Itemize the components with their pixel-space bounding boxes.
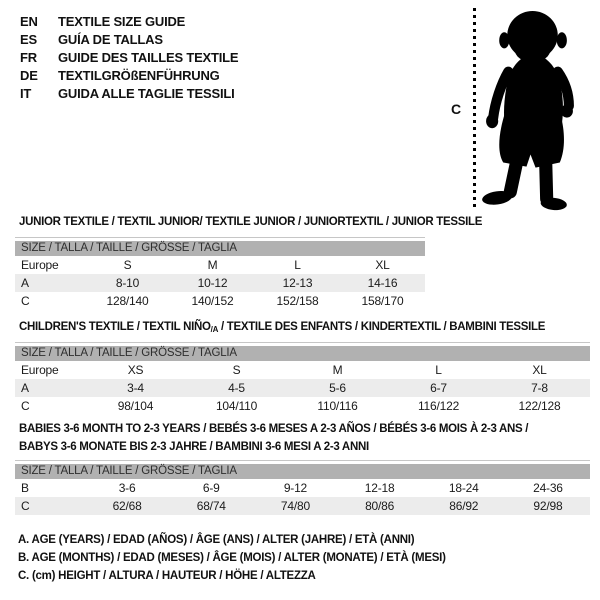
children-section-title [19, 318, 545, 339]
babies-section-title [19, 420, 528, 456]
age-cell: 14-16 [367, 276, 398, 290]
legend-line-b: B. AGE (MONTHS) / EDAD (MESES) / ÂGE (MOIS) / ALTER (MONATE) / ETÀ (MESI) [18, 552, 446, 564]
legend-line-a: A. AGE (YEARS) / EDAD (AÑOS) / ÂGE (ANS) / ALTER (JAHRE) / ETÀ (ANNI) [18, 534, 415, 546]
height-cell: 86/92 [449, 499, 479, 513]
months-cell: 3-6 [118, 481, 136, 495]
table-row-months [15, 479, 590, 497]
table-top-rule [15, 342, 590, 343]
months-cell: 18-24 [448, 481, 479, 495]
title-line: BABYS 3-6 MONATE BIS 2-3 JAHRE / BAMBINI 3-6 MESI A 2-3 ANNI [19, 441, 369, 453]
size-cell: L [294, 258, 301, 272]
age-cell: 10-12 [197, 276, 228, 290]
title-line: BABIES 3-6 MONTH TO 2-3 YEARS / BEBÉS 3-6 MESES A 2-3 AÑOS / BÉBÉS 3-6 MOIS À 2-3 ANS / [19, 423, 529, 435]
row-label: Europe [21, 363, 59, 377]
language-title: GUIDA ALLE TAGLIE TESSILI [58, 86, 235, 101]
table-row-age [15, 379, 590, 397]
size-header-bar: SIZE / TALLA / TAILLE / GRÖSSE / TAGLIA [15, 241, 425, 256]
height-cell: 158/170 [361, 294, 404, 308]
language-title: TEXTILE SIZE GUIDE [58, 14, 186, 29]
height-cell: 92/98 [533, 499, 563, 513]
height-dashed-line [473, 8, 476, 211]
height-cell: 68/74 [196, 499, 226, 513]
row-label: A [21, 381, 29, 395]
junior-section-title: JUNIOR TEXTILE / TEXTIL JUNIOR/ TEXTILE JUNIOR / JUNIORTEXTIL / JUNIOR TESSILE [19, 216, 483, 228]
row-label: C [21, 294, 30, 308]
size-header-bar: SIZE / TALLA / TAILLE / GRÖSSE / TAGLIA [15, 464, 590, 479]
months-cell: 24-36 [533, 481, 563, 495]
height-cell: 74/80 [280, 499, 310, 513]
age-cell: 4-5 [228, 381, 245, 395]
language-row-es [20, 31, 238, 49]
language-title: GUIDE DES TAILLES TEXTILE [58, 50, 239, 65]
table-row-height [15, 292, 425, 310]
age-cell: 5-6 [329, 381, 346, 395]
height-cell: 122/128 [518, 399, 561, 413]
months-cell: 9-12 [283, 481, 308, 495]
height-cell: 104/110 [215, 399, 258, 413]
age-cell: 3-4 [127, 381, 144, 395]
title-text: / TEXTILE DES ENFANTS / KINDERTEXTIL / BAMBINI TESSILE [218, 321, 546, 333]
row-label: C [21, 499, 30, 513]
language-code: IT [20, 86, 32, 101]
legend [18, 531, 446, 585]
language-title: GUÍA DE TALLAS [58, 32, 163, 47]
table-row-height [15, 397, 590, 415]
size-cell: M [207, 258, 218, 272]
table-row-europe [15, 361, 590, 379]
language-code: FR [20, 50, 37, 65]
language-row-de [20, 67, 238, 85]
height-cell: 98/104 [117, 399, 154, 413]
language-list [20, 13, 238, 103]
size-cell: S [123, 258, 132, 272]
height-cell: 80/86 [365, 499, 395, 513]
months-cell: 6-9 [202, 481, 220, 495]
language-code: DE [20, 68, 38, 83]
row-label: A [21, 276, 29, 290]
children-size-table [15, 342, 590, 415]
babies-size-table [15, 460, 590, 515]
junior-size-table [15, 237, 425, 310]
age-cell: 6-7 [430, 381, 447, 395]
size-cell: M [332, 363, 343, 377]
size-header-bar: SIZE / TALLA / TAILLE / GRÖSSE / TAGLIA [15, 346, 590, 361]
language-row-en [20, 13, 238, 31]
age-cell: 8-10 [115, 276, 140, 290]
language-row-fr [20, 49, 238, 67]
table-top-rule [15, 460, 590, 461]
row-label: C [21, 399, 30, 413]
title-text: CHILDREN'S TEXTILE / TEXTIL NIÑO [19, 321, 211, 333]
table-row-europe [15, 256, 425, 274]
size-cell: XL [532, 363, 547, 377]
row-label: B [21, 481, 29, 495]
language-code: EN [20, 14, 38, 29]
language-title: TEXTILGRÖßENFÜHRUNG [58, 68, 220, 83]
height-cell: 110/116 [317, 399, 358, 413]
height-cell: 116/122 [417, 399, 460, 413]
language-row-it [20, 85, 238, 103]
toddler-silhouette-icon [479, 7, 580, 211]
row-label: Europe [21, 258, 59, 272]
table-top-rule [15, 237, 425, 238]
height-cell: 152/158 [276, 294, 319, 308]
age-cell: 7-8 [531, 381, 548, 395]
table-row-height [15, 497, 590, 515]
height-cell: 140/152 [191, 294, 234, 308]
language-code: ES [20, 32, 37, 47]
size-cell: XL [375, 258, 390, 272]
height-measure-label: C [451, 101, 462, 117]
title-subscript: /A [210, 325, 219, 334]
legend-line-c: C. (cm) HEIGHT / ALTURA / HAUTEUR / HÖHE / ALTEZZA [18, 570, 316, 582]
size-cell: S [232, 363, 241, 377]
size-cell: L [435, 363, 442, 377]
size-cell: XS [127, 363, 144, 377]
months-cell: 12-18 [364, 481, 395, 495]
height-cell: 62/68 [112, 499, 142, 513]
age-cell: 12-13 [282, 276, 313, 290]
height-cell: 128/140 [106, 294, 149, 308]
table-row-age [15, 274, 425, 292]
